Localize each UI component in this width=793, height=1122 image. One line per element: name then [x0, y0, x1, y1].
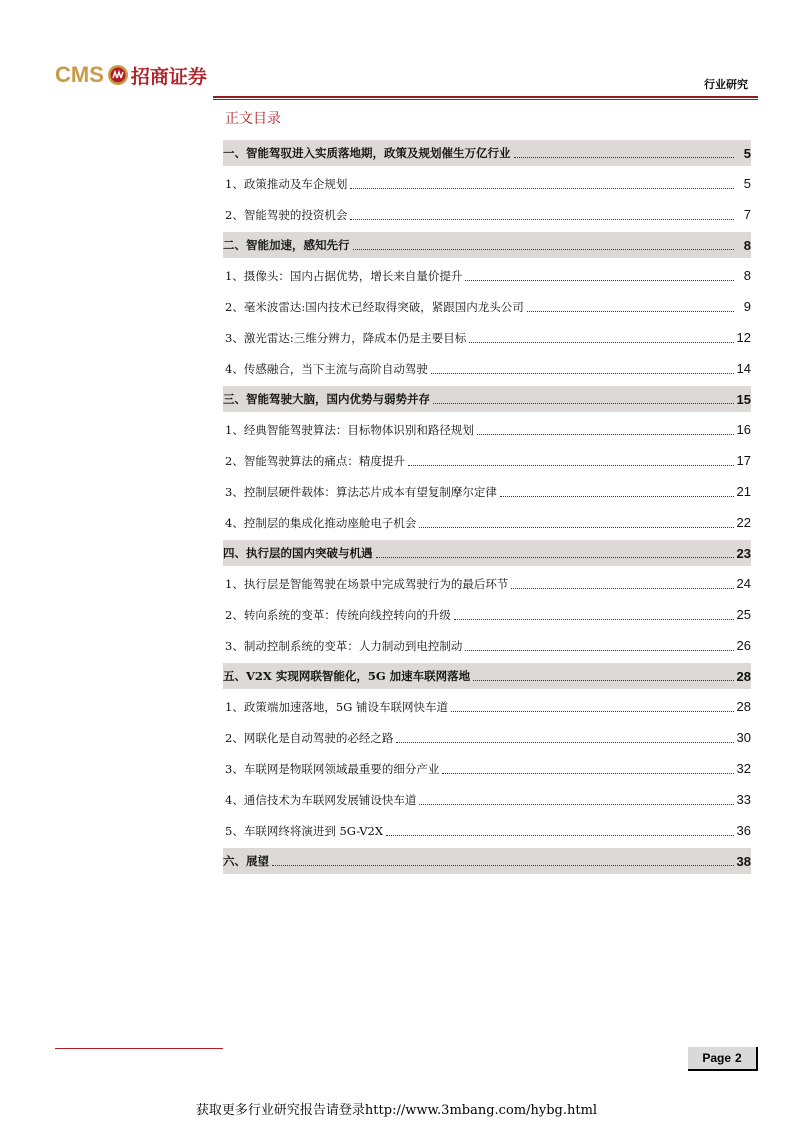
- toc-leader-dots: [431, 372, 734, 374]
- footnote-divider: [55, 1048, 223, 1049]
- toc-leader-dots: [376, 556, 734, 558]
- toc-subsection-entry[interactable]: [223, 414, 751, 445]
- toc-entry-page: 14: [736, 361, 751, 376]
- toc-title: 正文目录: [225, 111, 281, 127]
- toc-leader-dots: [442, 772, 733, 774]
- toc-subsection-entry[interactable]: [223, 722, 751, 753]
- toc-subsection-entry[interactable]: [223, 630, 751, 661]
- toc-entry-title: 3、车联网是物联网领域最重要的细分产业: [225, 761, 440, 776]
- report-category: 行业研究: [704, 78, 748, 91]
- toc-leader-dots: [514, 156, 735, 158]
- toc-subsection-entry[interactable]: [223, 599, 751, 630]
- toc-entry-page: 8: [743, 268, 751, 283]
- logo-latin-text: CMS: [55, 62, 104, 87]
- toc-entry-page: 5: [743, 176, 751, 191]
- toc-leader-dots: [408, 464, 734, 466]
- toc-subsection-entry[interactable]: [223, 691, 751, 722]
- toc-entry-page: 12: [736, 330, 751, 345]
- toc-entry-page: 21: [736, 484, 751, 499]
- toc-leader-dots: [465, 649, 733, 651]
- page-number: 2: [735, 1051, 742, 1065]
- toc-subsection-entry[interactable]: [223, 815, 751, 846]
- toc-subsection-entry[interactable]: [223, 568, 751, 599]
- toc-section-entry[interactable]: [223, 663, 751, 689]
- toc-leader-dots: [465, 279, 734, 281]
- brand-logo: [55, 60, 207, 90]
- toc-leader-dots: [419, 526, 733, 528]
- page-label: Page: [702, 1051, 731, 1065]
- toc-entry-page: 24: [736, 576, 751, 591]
- toc-entry-title: 三、智能驾驶大脑，国内优势与弱势并存: [223, 392, 430, 406]
- toc-subsection-entry[interactable]: [223, 753, 751, 784]
- toc-entry-page: 28: [736, 699, 751, 714]
- toc-subsection-entry[interactable]: [223, 507, 751, 538]
- download-note[interactable]: 获取更多行业研究报告请登录http://www.3mbang.com/hybg.html: [195, 1103, 598, 1118]
- toc-entry-title: 3、激光雷达:三维分辨力，降成本仍是主要目标: [225, 330, 467, 345]
- toc-entry-page: 26: [736, 638, 751, 653]
- page-number-box: [688, 1047, 758, 1071]
- toc-entry-page: 22: [736, 515, 751, 530]
- toc-entry-page: 30: [736, 730, 751, 745]
- toc-entry-title: 四、执行层的国内突破与机遇: [223, 546, 373, 560]
- toc-leader-dots: [527, 310, 734, 312]
- toc-entry-title: 2、网联化是自动驾驶的必经之路: [225, 730, 394, 745]
- toc-entry-title: 2、毫米波雷达:国内技术已经取得突破，紧跟国内龙头公司: [225, 299, 524, 314]
- toc-entry-page: 36: [736, 823, 751, 838]
- toc-leader-dots: [272, 864, 734, 866]
- toc-subsection-entry[interactable]: [223, 168, 751, 199]
- toc-subsection-entry[interactable]: [223, 291, 751, 322]
- toc-entry-page: 25: [736, 607, 751, 622]
- toc-entry-page: 5: [743, 145, 751, 161]
- toc-entry-title: 2、智能驾驶算法的痛点：精度提升: [225, 453, 405, 468]
- toc-entry-title: 4、控制层的集成化推动座舱电子机会: [225, 515, 417, 530]
- toc-leader-dots: [350, 218, 734, 220]
- toc-entry-page: 23: [736, 545, 751, 561]
- toc-entry-title: 2、智能驾驶的投资机会: [225, 207, 348, 222]
- toc-leader-dots: [433, 402, 734, 404]
- toc-entry-title: 1、执行层是智能驾驶在场景中完成驾驶行为的最后环节: [225, 576, 509, 591]
- toc-entry-title: 五、V2X 实现网联智能化，5G 加速车联网落地: [223, 669, 471, 683]
- toc-entry-page: 16: [736, 422, 751, 437]
- toc-entry-title: 二、智能加速，感知先行: [223, 238, 350, 252]
- toc-entry-page: 7: [743, 207, 751, 222]
- toc-entry-title: 1、政策推动及车企规划: [225, 176, 348, 191]
- toc-entry-title: 4、传感融合，当下主流与高阶自动驾驶: [225, 361, 428, 376]
- toc-entry-title: 2、转向系统的变革：传统向线控转向的升级: [225, 607, 451, 622]
- toc-entry-page: 28: [736, 668, 751, 684]
- header-divider-thin: [213, 99, 758, 100]
- toc-entry-page: 32: [736, 761, 751, 776]
- toc-entry-title: 1、经典智能驾驶算法：目标物体识别和路径规划: [225, 422, 474, 437]
- toc-section-entry[interactable]: [223, 140, 751, 166]
- toc-subsection-entry[interactable]: [223, 322, 751, 353]
- toc-leader-dots: [473, 679, 733, 681]
- toc-subsection-entry[interactable]: [223, 445, 751, 476]
- toc-subsection-entry[interactable]: [223, 353, 751, 384]
- toc-leader-dots: [353, 248, 735, 250]
- header-divider: [213, 96, 758, 98]
- toc-entry-title: 一、智能驾驭进入实质落地期，政策及规划催生万亿行业: [223, 146, 511, 160]
- toc-leader-dots: [454, 618, 734, 620]
- toc-subsection-entry[interactable]: [223, 260, 751, 291]
- toc-entry-page: 9: [743, 299, 751, 314]
- toc-entry-title: 3、制动控制系统的变革：人力制动到电控制动: [225, 638, 463, 653]
- toc-leader-dots: [469, 341, 733, 343]
- toc-entry-title: 1、摄像头：国内占据优势，增长来自量价提升: [225, 268, 463, 283]
- toc-entry-title: 3、控制层硬件载体：算法芯片成本有望复制摩尔定律: [225, 484, 497, 499]
- toc-section-entry[interactable]: [223, 386, 751, 412]
- toc-entry-title: 5、车联网终将演进到 5G-V2X: [225, 823, 384, 838]
- toc-entry-page: 8: [743, 237, 751, 253]
- toc-entry-title: 4、通信技术为车联网发展铺设快车道: [225, 792, 417, 807]
- toc-section-entry[interactable]: [223, 232, 751, 258]
- toc-leader-dots: [511, 587, 733, 589]
- toc-entry-page: 15: [736, 391, 751, 407]
- toc-entry-page: 17: [736, 453, 751, 468]
- toc-leader-dots: [350, 187, 734, 189]
- toc-subsection-entry[interactable]: [223, 784, 751, 815]
- toc-entry-page: 38: [736, 853, 751, 869]
- toc-section-entry[interactable]: [223, 540, 751, 566]
- toc-leader-dots: [500, 495, 734, 497]
- toc-subsection-entry[interactable]: [223, 476, 751, 507]
- logo-emblem-icon: [107, 64, 129, 86]
- toc-leader-dots: [477, 433, 734, 435]
- toc-leader-dots: [451, 710, 734, 712]
- toc-entry-title: 六、展望: [223, 854, 269, 868]
- logo-chinese-text: 招商证券: [130, 65, 207, 88]
- table-of-contents: [223, 138, 751, 876]
- toc-leader-dots: [419, 803, 733, 805]
- toc-section-entry[interactable]: [223, 848, 751, 874]
- toc-leader-dots: [386, 834, 733, 836]
- toc-entry-page: 33: [736, 792, 751, 807]
- toc-leader-dots: [396, 741, 733, 743]
- toc-subsection-entry[interactable]: [223, 199, 751, 230]
- toc-entry-title: 1、政策端加速落地，5G 铺设车联网快车道: [225, 699, 448, 714]
